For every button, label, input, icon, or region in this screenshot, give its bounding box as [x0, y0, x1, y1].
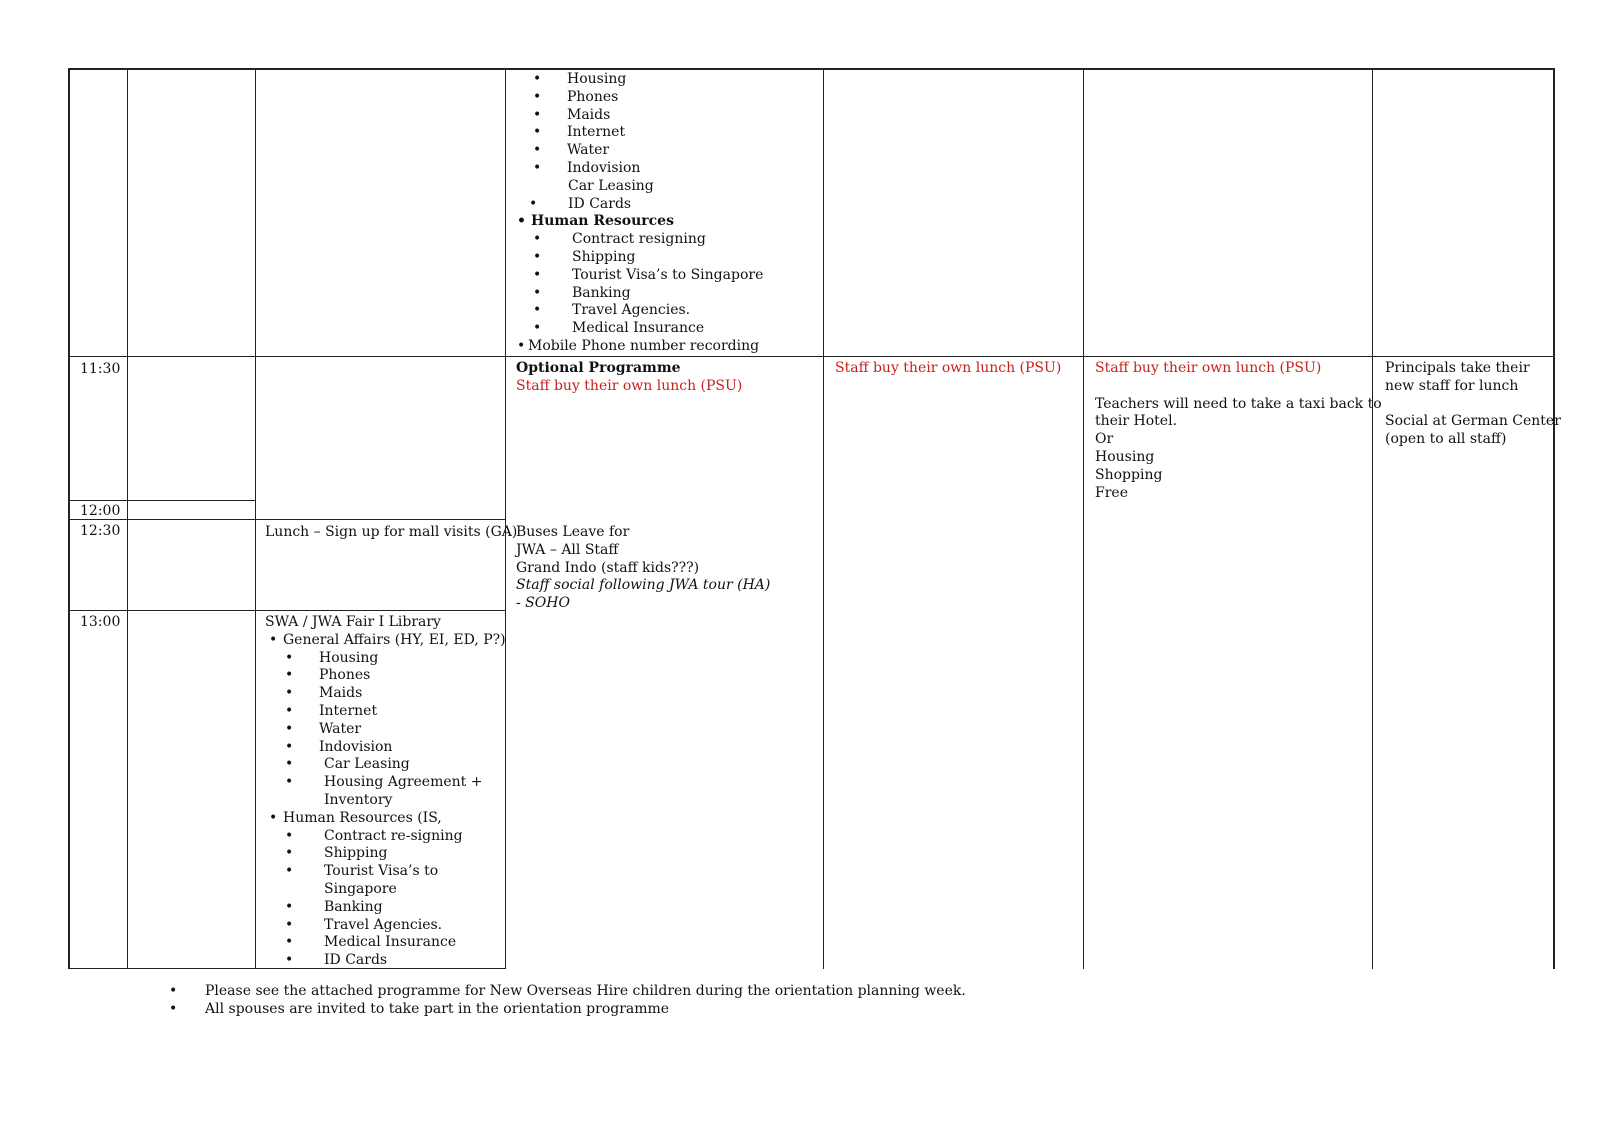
time-label: 12:00: [80, 503, 121, 519]
col6-lunch-text: Staff buy their own lunch (PSU): [1095, 360, 1322, 376]
text-line: Shopping: [1095, 466, 1163, 483]
car-leasing-text: Car Leasing: [568, 177, 654, 194]
text-line: Grand Indo (staff kids???): [516, 559, 700, 576]
list-item: • Shipping: [513, 249, 763, 267]
list-item: • Phones: [265, 667, 506, 685]
list-item: • Phones: [513, 89, 763, 107]
footnote-item: • All spouses are invited to take part in the orientation programme: [165, 1001, 966, 1019]
list-item: • Maids: [513, 107, 763, 125]
list-item: • Internet: [513, 124, 763, 142]
footnotes: [165, 983, 966, 1019]
grid-line: [1553, 68, 1555, 969]
list-item: • Housing Agreement + Inventory: [265, 774, 484, 810]
grid-line: [68, 610, 506, 611]
list-item: • Internet: [265, 703, 506, 721]
text-line: (open to all staff): [1385, 431, 1507, 448]
text-line: Free: [1095, 484, 1128, 501]
ga-heading: • General Affairs (HY, EI, ED, P?): [265, 632, 506, 650]
text-line: JWA – All Staff: [516, 541, 619, 558]
grid-line: [823, 68, 824, 969]
optional-programme-title: Optional Programme: [516, 360, 681, 376]
list-item: • Travel Agencies.: [265, 917, 506, 935]
list-item: • Medical Insurance: [265, 934, 506, 952]
footnote-item: • Please see the attached programme for New Overseas Hire children during the orientation planning week.: [165, 983, 966, 1001]
grid-line: [68, 500, 256, 501]
list-item: • Banking: [265, 899, 506, 917]
list-item: • Banking: [513, 285, 763, 303]
list-item: • Maids: [265, 685, 506, 703]
time-label: 11:30: [80, 361, 121, 377]
grid-line: [68, 519, 506, 520]
hr-heading: • Human Resources (IS,: [265, 810, 506, 828]
text-line: Or: [1095, 431, 1114, 448]
text-line: Teachers will need to take a taxi back to: [1095, 395, 1382, 412]
text-line: Social at German Center: [1385, 413, 1561, 430]
text-line: Principals take their: [1385, 360, 1530, 376]
list-item: • Medical Insurance: [513, 320, 763, 338]
grid-line: [68, 356, 1555, 357]
list-item: • Travel Agencies.: [513, 302, 763, 320]
top-block: [513, 71, 763, 356]
list-item: • Tourist Visa’s to Singapore: [265, 863, 444, 899]
col7-cell: [1385, 360, 1561, 449]
time-label: 12:30: [80, 523, 121, 539]
list-item: • Car Leasing: [265, 756, 506, 774]
list-item: • Housing: [265, 650, 506, 668]
general-affairs-list: [513, 71, 763, 178]
grid-line: [1372, 68, 1373, 969]
list-item: • Water: [513, 142, 763, 160]
lunch-signup-text: Lunch – Sign up for mall visits (GA): [265, 524, 518, 540]
hr-heading: • Human Resources: [513, 213, 763, 231]
text-line: their Hotel.: [1095, 413, 1178, 430]
list-item: • Tourist Visa’s to Singapore: [513, 267, 763, 285]
list-item: • ID Cards: [265, 952, 506, 970]
time-label: 13:00: [80, 614, 121, 630]
list-item: • Contract resigning: [513, 231, 763, 249]
grid-line: [1083, 68, 1084, 969]
list-item: • Contract re-signing: [265, 828, 506, 846]
fair-cell: [265, 614, 506, 970]
grid-line: [68, 68, 1555, 70]
text-line: Buses Leave for: [516, 524, 630, 540]
bus-cell: [516, 524, 770, 613]
list-item: • Mobile Phone number recording: [513, 338, 763, 356]
lunch-psu-text: Staff buy their own lunch (PSU): [516, 377, 743, 394]
list-item: • Water: [265, 721, 506, 739]
list-item: • Housing: [513, 71, 763, 89]
text-line: Staff social following JWA tour (HA): [516, 577, 771, 594]
col6-cell: [1095, 360, 1382, 502]
list-item: • Indovision: [513, 160, 763, 178]
list-item: • ID Cards: [529, 195, 632, 212]
text-line: Housing: [1095, 448, 1155, 465]
col5-lunch-text: Staff buy their own lunch (PSU): [835, 360, 1062, 376]
text-line: new staff for lunch: [1385, 377, 1519, 394]
list-item: • Shipping: [265, 845, 506, 863]
optional-programme-cell: [516, 360, 742, 396]
text-line: - SOHO: [516, 595, 570, 612]
fair-title: SWA / JWA Fair I Library: [265, 614, 441, 630]
list-item: • Indovision: [265, 739, 506, 757]
